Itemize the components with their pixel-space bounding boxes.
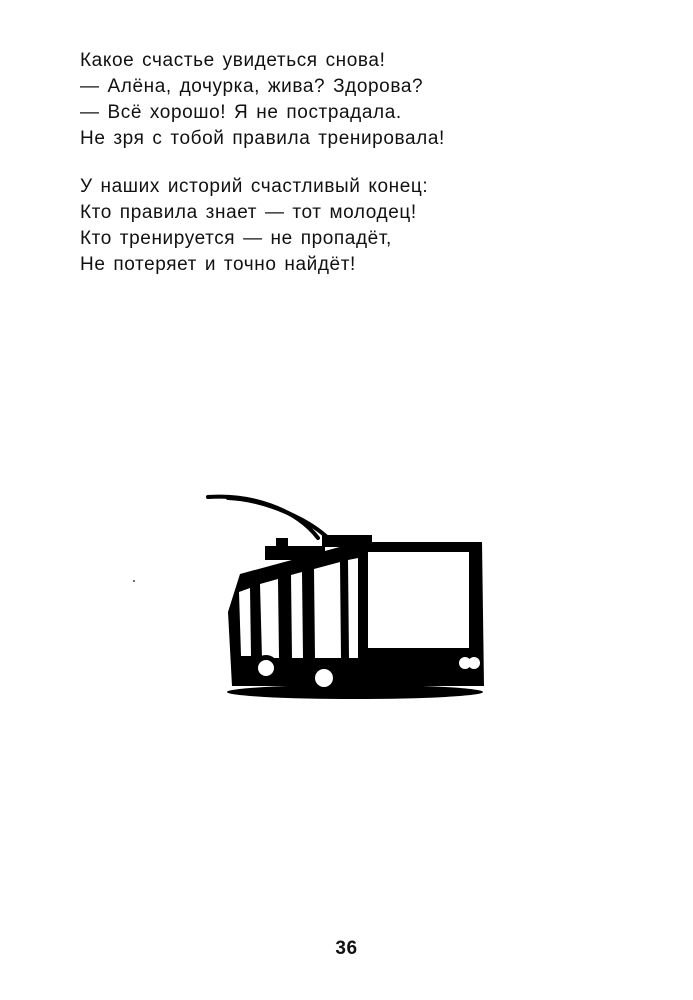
poem-line: Кто правила знает — тот молодец! [80, 202, 417, 223]
print-speck [133, 580, 135, 582]
stanza-1 [80, 48, 640, 152]
poem-line: Какое счастье увидеться снова! [80, 50, 386, 71]
poem-line: — Алёна, дочурка, жива? Здорова? [80, 76, 424, 97]
poem-line: Кто тренируется — не пропадёт, [80, 228, 392, 249]
poem [80, 48, 640, 300]
trolleybus-icon [190, 480, 510, 710]
stanza-2 [80, 174, 640, 278]
poem-line: — Всё хорошо! Я не пострадала. [80, 102, 402, 123]
poem-line: Не зря с тобой правила тренировала! [80, 128, 445, 149]
trolleybus-illustration [190, 480, 510, 710]
poem-line: У наших историй счастливый конец: [80, 176, 429, 197]
poem-line: Не потеряет и точно найдёт! [80, 254, 356, 275]
page-number: 36 [335, 938, 358, 959]
